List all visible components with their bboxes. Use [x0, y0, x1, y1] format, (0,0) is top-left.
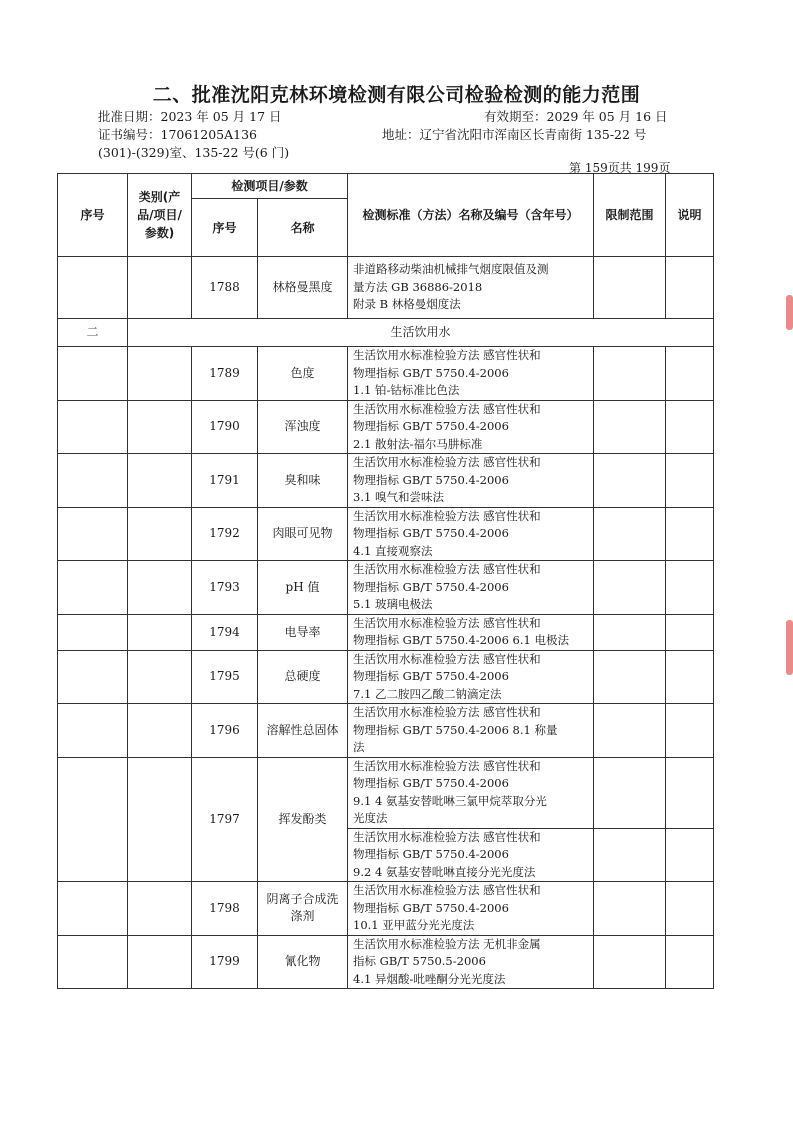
table-row [58, 561, 714, 615]
standard-line: 法 [353, 740, 365, 754]
seq-cell [58, 347, 128, 401]
approval-date: 批准日期：2023 年 05 月 17 日 [98, 109, 282, 124]
standard-line: 9.2 4 氨基安替吡啉直接分光光度法 [353, 864, 536, 879]
limit-cell [594, 935, 666, 989]
item-id-cell: 1794 [192, 614, 258, 650]
category-cell [128, 561, 192, 615]
limit-cell [594, 257, 666, 319]
standard-line: 生活饮用水标准检验方法 感官性状和 [353, 562, 541, 576]
note-cell [666, 704, 714, 758]
item-name-cell: 氰化物 [258, 935, 348, 989]
scan-edge-mark [786, 620, 793, 675]
standard-line: 物理指标 GB/T 5750.4-2006 [353, 776, 509, 790]
standard-line: 4.1 异烟酸-吡唑酮分光光度法 [353, 971, 506, 986]
header-standard: 检测标准（方法）名称及编号（含年号） [348, 174, 594, 257]
standard-line: 5.1 玻璃电极法 [353, 597, 433, 611]
item-name-cell: 色度 [258, 347, 348, 401]
standard-line: 生活饮用水标准检验方法 感官性状和 [353, 401, 541, 416]
item-id-cell: 1789 [192, 347, 258, 401]
standard-line: 生活饮用水标准检验方法 感官性状和 [353, 455, 541, 469]
standard-cell [348, 400, 594, 454]
standard-line: 光度法 [353, 811, 388, 825]
table-row [58, 257, 714, 319]
item-id-cell: 1797 [192, 757, 258, 882]
limit-cell [594, 507, 666, 561]
item-id-cell: 1796 [192, 704, 258, 758]
standard-line: 附录 B 林格曼烟度法 [353, 297, 461, 312]
header-limit: 限制范围 [594, 174, 666, 257]
standard-line: 物理指标 GB/T 5750.4-2006 [353, 472, 509, 487]
table-row [58, 882, 714, 936]
standard-cell [348, 454, 594, 508]
limit-cell [594, 828, 666, 882]
table-row [58, 347, 714, 401]
standard-line: 物理指标 GB/T 5750.4-2006 [353, 579, 509, 594]
limit-cell [594, 757, 666, 828]
certificate-number: 证书编号：17061205A136 [98, 127, 258, 142]
limit-cell [594, 400, 666, 454]
limit-cell [594, 614, 666, 650]
table-row [58, 935, 714, 989]
address-line-1: 地址：辽宁省沈阳市浑南区长青南街 135-22 号 [382, 127, 647, 142]
category-cell [128, 257, 192, 319]
item-name-cell: 臭和味 [258, 454, 348, 508]
note-cell [666, 757, 714, 828]
standard-line: 生活饮用水标准检验方法 感官性状和 [353, 883, 541, 897]
standard-line: 9.1 4 氨基安替吡啉三氯甲烷萃取分光 [353, 793, 547, 808]
table-body [58, 257, 714, 989]
standard-line: 物理指标 GB/T 5750.4-2006 [353, 365, 509, 380]
standard-line: 生活饮用水标准检验方法 感官性状和 [353, 348, 541, 362]
category-cell [128, 935, 192, 989]
standard-line: 生活饮用水标准检验方法 感官性状和 [353, 651, 541, 666]
standard-line: 4.1 直接观察法 [353, 543, 433, 558]
standard-line: 生活饮用水标准检验方法 感官性状和 [353, 705, 541, 719]
standard-cell [348, 507, 594, 561]
seq-cell [58, 650, 128, 704]
note-cell [666, 935, 714, 989]
standard-line: 2.1 散射法-福尔马肼标准 [353, 436, 483, 451]
page-title: 二、批准沈阳克林环境检测有限公司检验检测的能力范围 [152, 84, 641, 106]
note-cell [666, 882, 714, 936]
table-row [58, 454, 714, 508]
page-number: 第 159页共 199页 [569, 161, 671, 175]
standard-line: 物理指标 GB/T 5750.4-2006 8.1 称量 [353, 722, 558, 737]
standard-line: 物理指标 GB/T 5750.4-2006 [353, 900, 509, 915]
standard-line: 物理指标 GB/T 5750.4-2006 [353, 847, 509, 861]
standard-cell [348, 935, 594, 989]
table-row [58, 757, 714, 828]
note-cell [666, 507, 714, 561]
note-cell [666, 614, 714, 650]
standard-line: 量方法 GB 36886-2018 [353, 279, 483, 294]
standard-cell [348, 561, 594, 615]
standard-line: 生活饮用水标准检验方法 感官性状和 [353, 829, 541, 844]
standard-line: 生活饮用水标准检验方法 感官性状和 [353, 758, 541, 773]
section-row [58, 319, 714, 347]
standard-line: 生活饮用水标准检验方法 感官性状和 [353, 508, 541, 523]
standard-cell [348, 757, 594, 828]
category-cell [128, 507, 192, 561]
seq-cell [58, 257, 128, 319]
seq-cell [58, 757, 128, 882]
standard-cell [348, 257, 594, 319]
item-id-cell: 1788 [192, 257, 258, 319]
standard-cell [348, 347, 594, 401]
header-note: 说明 [666, 174, 714, 257]
item-name-cell: 林格曼黑度 [258, 257, 348, 319]
item-id-cell: 1791 [192, 454, 258, 508]
limit-cell [594, 650, 666, 704]
category-cell [128, 347, 192, 401]
standard-line: 物理指标 GB/T 5750.4-2006 [353, 669, 509, 683]
table-row [58, 650, 714, 704]
item-name-cell: pH 值 [258, 561, 348, 615]
seq-cell [58, 454, 128, 508]
limit-cell [594, 454, 666, 508]
standard-line: 物理指标 GB/T 5750.4-2006 6.1 电极法 [353, 633, 569, 647]
note-cell [666, 828, 714, 882]
standard-cell [348, 614, 594, 650]
item-id-cell: 1799 [192, 935, 258, 989]
header-seq: 序号 [58, 174, 128, 257]
category-cell [128, 704, 192, 758]
standard-line: 指标 GB/T 5750.5-2006 [353, 954, 486, 968]
header-item-name: 名称 [258, 199, 348, 257]
note-cell [666, 650, 714, 704]
standard-cell [348, 882, 594, 936]
standard-line: 生活饮用水标准检验方法 无机非金属 [353, 936, 541, 951]
category-cell [128, 882, 192, 936]
category-cell [128, 757, 192, 882]
seq-cell [58, 882, 128, 936]
standard-cell [348, 704, 594, 758]
seq-cell [58, 561, 128, 615]
scan-edge-mark [786, 295, 793, 330]
limit-cell [594, 882, 666, 936]
table-row [58, 614, 714, 650]
item-name-cell: 溶解性总固体 [258, 704, 348, 758]
table-header [58, 174, 714, 257]
note-cell [666, 347, 714, 401]
category-cell [128, 650, 192, 704]
item-name-cell: 浑浊度 [258, 400, 348, 454]
address-line-2: (301)-(329)室、135-22 号(6 门) [98, 145, 290, 160]
table-row [58, 400, 714, 454]
section-title: 生活饮用水 [128, 319, 714, 347]
item-name-cell: 阴离子合成洗涤剂 [258, 882, 348, 936]
item-id-cell: 1790 [192, 400, 258, 454]
standard-cell [348, 828, 594, 882]
item-name-cell: 肉眼可见物 [258, 507, 348, 561]
seq-cell [58, 614, 128, 650]
seq-cell [58, 704, 128, 758]
note-cell [666, 561, 714, 615]
capability-table [57, 173, 714, 989]
standard-line: 非道路移动柴油机械排气烟度限值及测 [353, 262, 549, 277]
item-id-cell: 1795 [192, 650, 258, 704]
header-category: 类别(产品/项目/参数) [128, 174, 192, 257]
seq-cell [58, 507, 128, 561]
header-item-seq: 序号 [192, 199, 258, 257]
header-items: 检测项目/参数 [192, 174, 348, 199]
standard-line: 1.1 铂-钴标准比色法 [353, 383, 460, 397]
standard-line: 生活饮用水标准检验方法 感官性状和 [353, 615, 541, 630]
standard-cell [348, 650, 594, 704]
seq-cell [58, 400, 128, 454]
table-row [58, 507, 714, 561]
category-cell [128, 614, 192, 650]
category-cell [128, 454, 192, 508]
category-cell [128, 400, 192, 454]
standard-line: 物理指标 GB/T 5750.4-2006 [353, 526, 509, 540]
standard-line: 7.1 乙二胺四乙酸二钠滴定法 [353, 686, 502, 701]
note-cell [666, 400, 714, 454]
section-seq: 二 [58, 319, 128, 347]
note-cell [666, 257, 714, 319]
standard-line: 3.1 嗅气和尝味法 [353, 490, 444, 504]
item-id-cell: 1792 [192, 507, 258, 561]
standard-line: 物理指标 GB/T 5750.4-2006 [353, 419, 509, 433]
note-cell [666, 454, 714, 508]
valid-until: 有效期至：2029 年 05 月 16 日 [484, 109, 668, 124]
item-id-cell: 1793 [192, 561, 258, 615]
limit-cell [594, 347, 666, 401]
standard-line: 10.1 亚甲蓝分光光度法 [353, 918, 475, 932]
item-name-cell: 总硬度 [258, 650, 348, 704]
limit-cell [594, 561, 666, 615]
item-id-cell: 1798 [192, 882, 258, 936]
table-row [58, 704, 714, 758]
seq-cell [58, 935, 128, 989]
item-name-cell: 挥发酚类 [258, 757, 348, 882]
limit-cell [594, 704, 666, 758]
item-name-cell: 电导率 [258, 614, 348, 650]
